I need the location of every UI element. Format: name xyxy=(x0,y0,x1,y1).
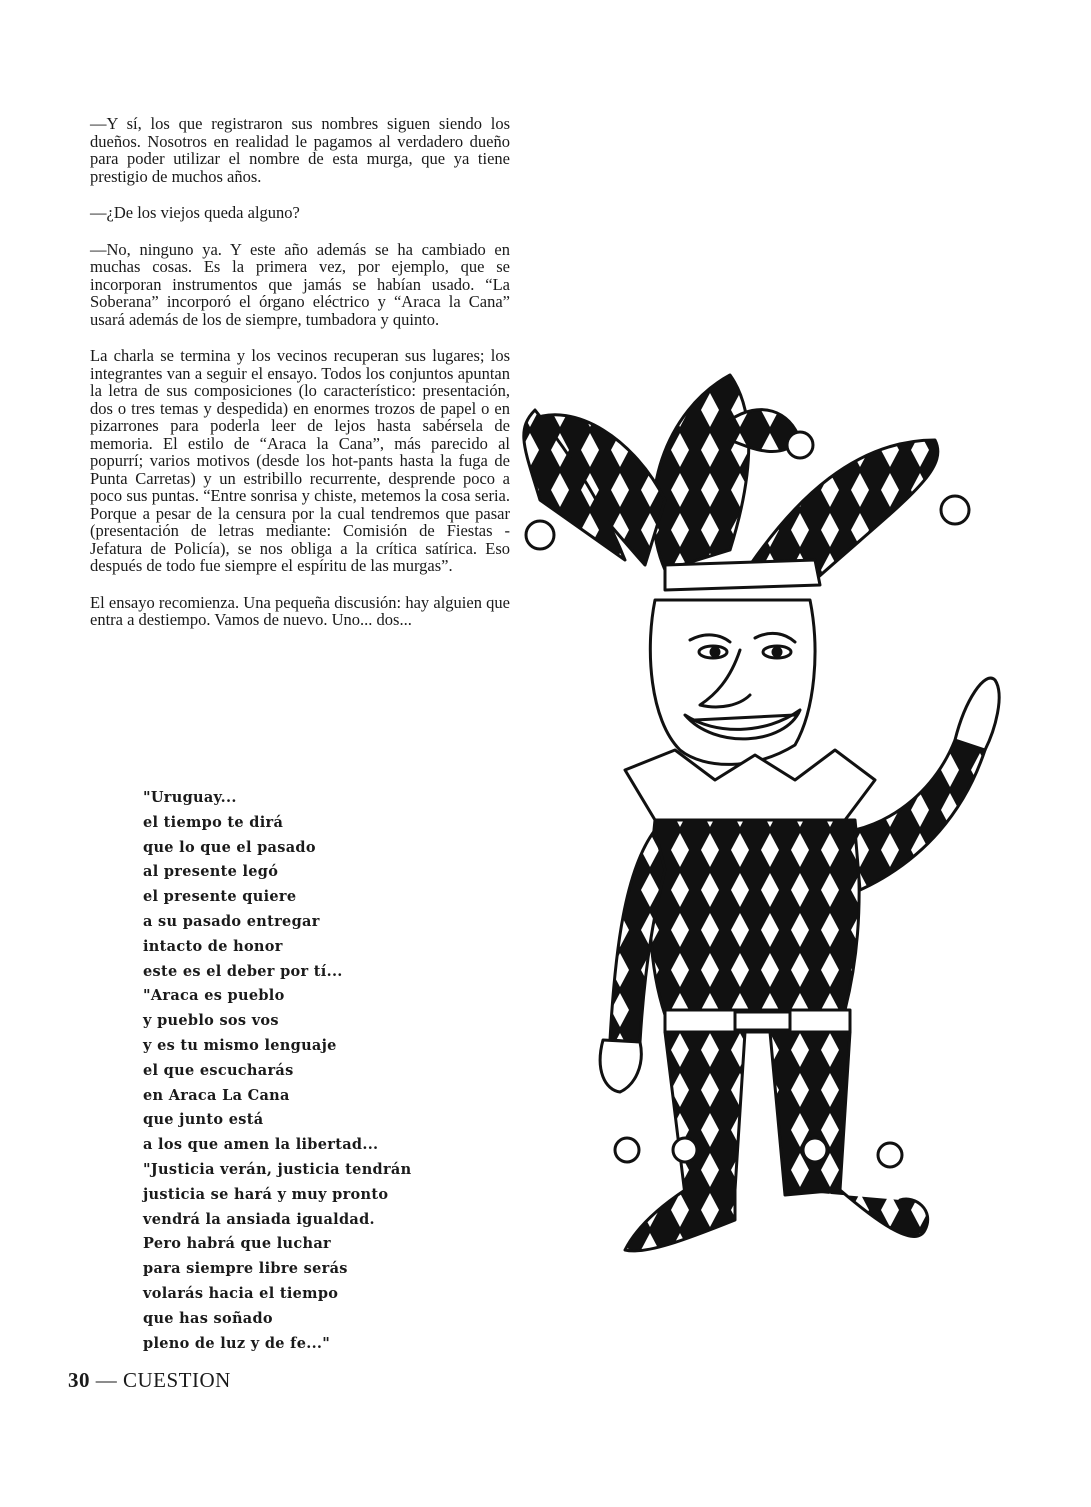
lyric-line: Pero habrá que luchar xyxy=(143,1235,331,1253)
paragraph-2: —¿De los viejos queda alguno? xyxy=(90,203,300,222)
paragraph-3: —No, ninguno ya. Y este año además se ha cambiado en muchas cosas. Es la primera vez, por ejemplo, que se incorporan instrumentos que jamás se habían usado. “La Soberana” incorporó el órgano eléctrico y “Araca la Cana” usará además de los de siempre, tumbadora y quinto. xyxy=(90,239,510,329)
lyric-line: y pueblo sos vos xyxy=(143,1012,279,1030)
lyric-line: "Justicia verán, justicia tendrán xyxy=(143,1160,412,1178)
page-footer xyxy=(68,1368,231,1393)
lyric-line: a su pasado entregar xyxy=(143,912,320,930)
lyric-line: el que escucharás xyxy=(143,1061,294,1079)
magazine-name: CUESTION xyxy=(123,1368,231,1392)
paragraph-4: La charla se termina y los vecinos recuperan sus lugares; los integrantes van a seguir el ensayo. Todos los conjuntos apuntan la letra de sus composiciones (lo característico: presentación, dos o tres temas y despedida) en enormes trozos de papel o en pizarrones para poderla leer de lejos hasta sabérsela de memoria. El estilo de “Araca la Cana”, más parecido al popurrí; varios motivos (desde los hot-pants hasta la fuga de Punta Carretas) y un estribillo recurrente, desprende poco a poco sus puntas. “Entre sonrisa y chiste, metemos la cosa seria. Porque a pesar de la censura por la cual tendremos que pasar (presentación de letras mediante: Comisión de Fiestas - Jefatura de Policía), se nos obliga a la crítica satírica. Eso después de todo fue siempre el espíritu de las murgas”. xyxy=(90,346,510,575)
lyric-line: y es tu mismo lenguaje xyxy=(143,1036,337,1054)
lyric-line: "Uruguay... xyxy=(143,789,237,806)
lyric-line: justicia se hará y muy pronto xyxy=(143,1185,389,1203)
lyric-line: el tiempo te dirá xyxy=(143,813,284,831)
article-text xyxy=(90,115,510,648)
lyric-line: pleno de luz y de fe..." xyxy=(143,1334,331,1352)
footer-dash: — xyxy=(95,1368,118,1392)
paragraph-5: El ensayo recomienza. Una pequeña discusión: hay alguien que entra a destiempo. Vamos de nuevo. Uno... dos... xyxy=(90,592,510,629)
lyric-line: que junto está xyxy=(143,1111,264,1129)
lyric-line: el presente quiere xyxy=(143,888,297,906)
lyric-line: que has soñado xyxy=(143,1309,273,1327)
lyric-line: a los que amen la libertad... xyxy=(143,1136,379,1154)
lyric-line: en Araca La Cana xyxy=(143,1086,290,1104)
lyric-line: "Araca es pueblo xyxy=(143,987,285,1005)
lyric-line: volarás hacia el tiempo xyxy=(143,1284,339,1302)
page-number: 30 xyxy=(68,1368,90,1392)
lyric-line: para siempre libre serás xyxy=(143,1260,348,1278)
lyric-line: este es el deber por tí... xyxy=(143,962,343,980)
murga-lyrics xyxy=(143,786,443,1356)
lyric-line: intacto de honor xyxy=(143,937,283,955)
paragraph-1: —Y sí, los que registraron sus nombres siguen siendo los dueños. Nosotros en realidad le pagamos al verdadero dueño para poder utilizar el nombre de esta murga, que ya tiene prestigio de muchos años. xyxy=(90,114,510,186)
jester-illustration xyxy=(515,350,1075,1370)
lyric-line: vendrá la ansiada igualdad. xyxy=(143,1210,375,1228)
lyric-line: que lo que el pasado xyxy=(143,838,316,856)
lyric-line: al presente legó xyxy=(143,863,279,881)
